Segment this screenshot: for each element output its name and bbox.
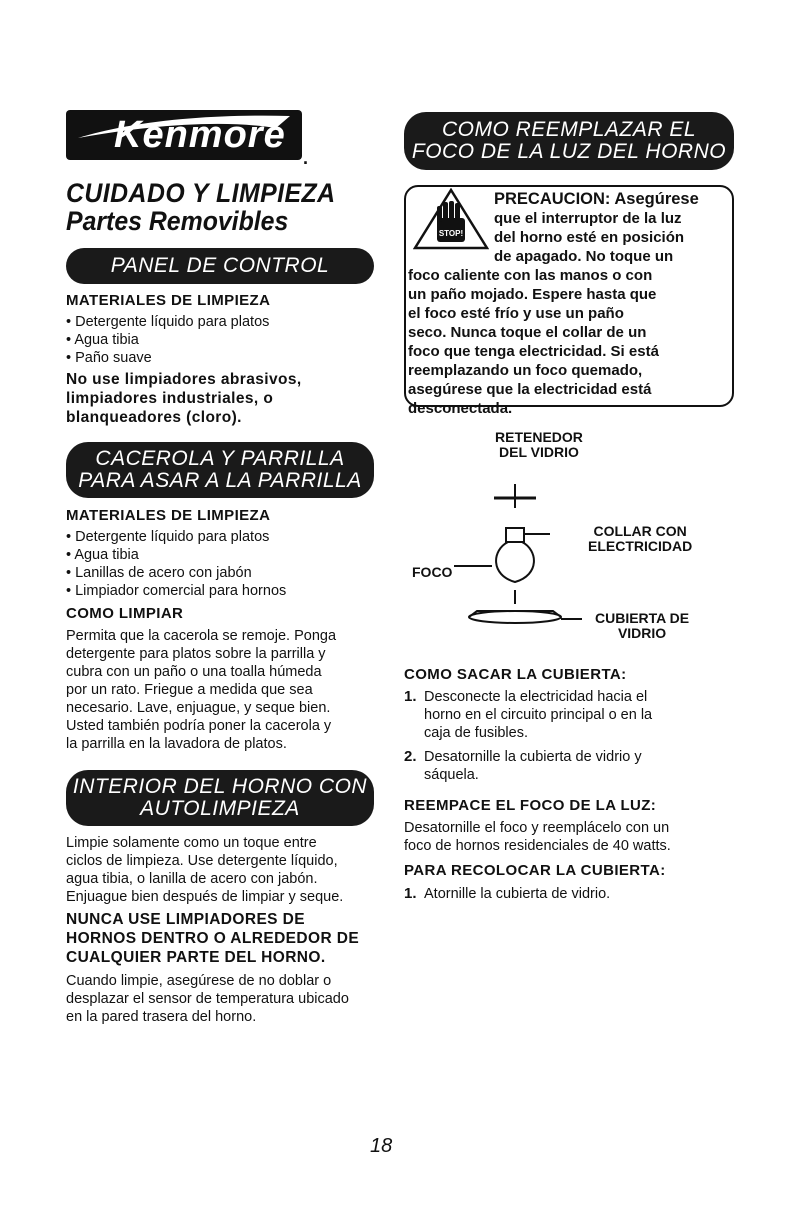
interior-warning: NUNCA USE LIMPIADORES DE HORNOS DENTRO O ALREDEDOR DE CUALQUIER PARTE DEL HORNO. bbox=[66, 911, 360, 966]
remove-cover-label: COMO SACAR LA CUBIERTA: bbox=[404, 666, 627, 683]
list-item: • Agua tibia bbox=[66, 331, 269, 349]
label-retainer: RETENEDOR DEL VIDRIO bbox=[495, 429, 583, 460]
page-subtitle: Partes Removibles bbox=[66, 206, 289, 236]
stop-label: STOP! bbox=[438, 229, 464, 238]
interior-note: Cuando limpie, asegúrese de no doblar o desplazar el sensor de temperatura ubicado en la pared trasera del horno. bbox=[66, 973, 349, 1025]
label-cover: CUBIERTA DE VIDRIO bbox=[595, 610, 690, 641]
list-item: • Detergente líquido para platos bbox=[66, 528, 286, 546]
page-number: 18 bbox=[370, 1135, 393, 1157]
list-item: • Paño suave bbox=[66, 349, 269, 367]
section-heading-interior: INTERIOR DEL HORNO CON AUTOLIMPIEZA bbox=[66, 770, 374, 826]
label-collar: COLLAR CON ELECTRICIDAD bbox=[588, 523, 693, 554]
list-item: • Lanillas de acero con jabón bbox=[66, 564, 286, 582]
bulb-shape bbox=[496, 542, 534, 582]
list-item: • Agua tibia bbox=[66, 546, 286, 564]
section-heading-replace: COMO REEMPLAZAR EL FOCO DE LA LUZ DEL HORNO bbox=[404, 112, 734, 170]
section-heading-cacerola: CACEROLA Y PARRILLA PARA ASAR A LA PARRILLA bbox=[66, 442, 374, 498]
kenmore-logo bbox=[66, 110, 302, 160]
materials-list bbox=[66, 313, 269, 367]
glass-cover-shape bbox=[469, 611, 561, 623]
caution-text: PRECAUCION: Asegúrese que el interruptor de la luz del horno esté en posición de apagado. No toque un foco caliente con las manos o con un paño mojado. Espere hasta que el foco esté frío y use un paño seco. Nunca toque el collar de un foco que tenga electricidad. Si está reemplazando un foco quemado, asegúrese que la electricidad está desconectada. bbox=[408, 190, 699, 417]
how-to-clean-label: COMO LIMPIAR bbox=[66, 605, 184, 622]
list-item: • Limpiador comercial para hornos bbox=[66, 582, 286, 600]
section-heading-panel: PANEL DE CONTROL bbox=[66, 248, 374, 284]
label-bulb: FOCO bbox=[412, 564, 453, 580]
reinstall-label: PARA RECOLOCAR LA CUBIERTA: bbox=[404, 862, 666, 879]
remove-steps: 1. Desconecte la electricidad hacia el horno en el circuito principal o en la caja de fusibles. 2. Desatornille la cubierta de vidrio y sáquela. bbox=[404, 688, 653, 783]
interior-text: Limpie solamente como un toque entre ciclos de limpieza. Use detergente líquido, agua tibia, o lanilla de acero con jabón. Enjuague bien después de limpiar y seque. bbox=[66, 835, 344, 905]
how-to-clean-text: Permita que la cacerola se remoje. Ponga detergente para platos sobre la parrilla y cubra con un paño o una toalla húmeda por un rato. Friegue a medida que sea necesario. Lave, enjuague, y seque bien. Usted también podría poner la cacerola y la parrilla en la lavadora de platos. bbox=[66, 628, 337, 752]
replace-bulb-label: REEMPACE EL FOCO DE LA LUZ: bbox=[404, 797, 657, 814]
logo-dot: . bbox=[303, 148, 309, 168]
materials-label: MATERIALES DE LIMPIEZA bbox=[66, 292, 271, 309]
brand-name: Kenmore bbox=[114, 114, 286, 156]
materials-label: MATERIALES DE LIMPIEZA bbox=[66, 507, 271, 524]
list-item: • Detergente líquido para platos bbox=[66, 313, 269, 331]
materials-list bbox=[66, 528, 286, 600]
reinstall-steps bbox=[404, 885, 610, 903]
replace-bulb-text: Desatornille el foco y reemplácelo con un foco de hornos residenciales de 40 watts. bbox=[404, 820, 671, 854]
collar-shape bbox=[506, 528, 524, 542]
bulb-diagram bbox=[440, 480, 600, 630]
panel-warning: No use limpiadores abrasivos, limpiadores industriales, o blanqueadores (cloro). bbox=[66, 371, 302, 426]
list-item: 1. Desconecte la electricidad hacia el bbox=[404, 688, 648, 705]
list-item: 2. Desatornille la cubierta de vidrio y bbox=[404, 748, 642, 765]
list-item: 1. Atornille la cubierta de vidrio. bbox=[404, 885, 611, 902]
page-title: CUIDADO Y LIMPIEZA bbox=[66, 178, 336, 208]
